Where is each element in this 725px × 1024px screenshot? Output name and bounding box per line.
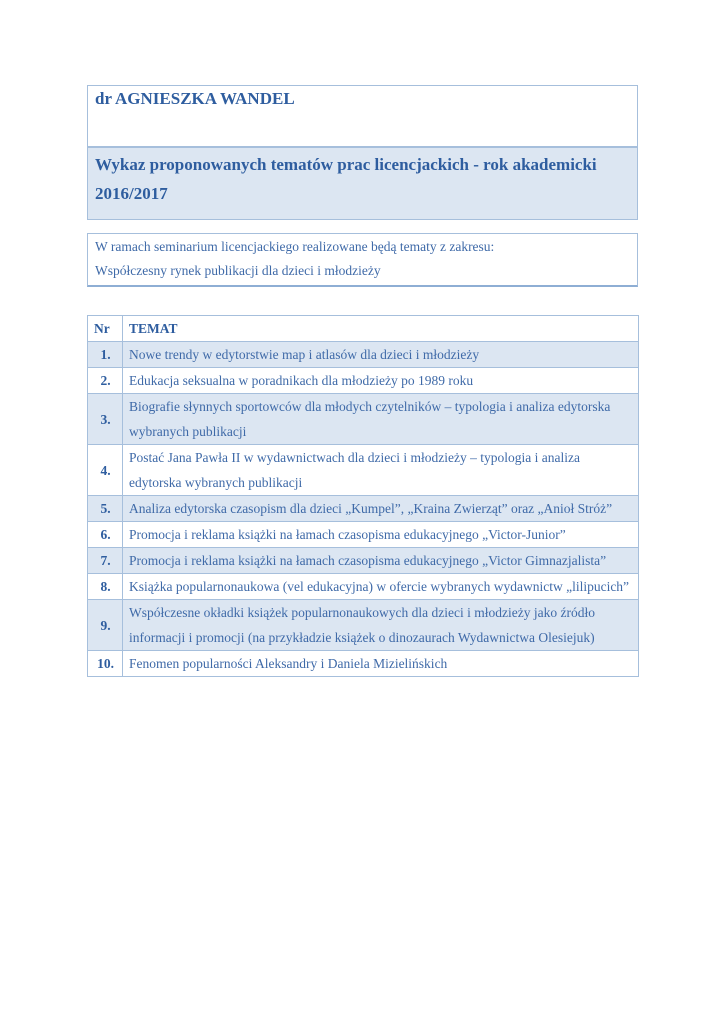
row-topic: Współczesne okładki książek popularnonaukowych dla dzieci i młodzieży jako źródło informacji i promocji (na przykładzie książek o dinozaurach Wydawnictwa Olesiejuk) [123, 600, 639, 651]
row-topic: Książka popularnonaukowa (vel edukacyjna) w ofercie wybranych wydawnictw „lilipucich” [123, 574, 639, 600]
table-row [88, 522, 639, 548]
row-number: 10. [88, 651, 123, 677]
row-topic: Promocja i reklama książki na łamach czasopisma edukacyjnego „Victor Gimnazjalista” [123, 548, 639, 574]
table-row [88, 496, 639, 522]
author-name: dr AGNIESZKA WANDEL [88, 86, 637, 146]
row-number: 4. [88, 445, 123, 496]
intro-line-1: W ramach seminarium licencjackiego realizowane będą tematy z zakresu: [95, 239, 495, 254]
row-topic: Fenomen popularności Aleksandry i Daniela Mizielińskich [123, 651, 639, 677]
table-row [88, 368, 639, 394]
row-topic: Nowe trendy w edytorstwie map i atlasów dla dzieci i młodzieży [123, 342, 639, 368]
row-number: 5. [88, 496, 123, 522]
column-header-topic: TEMAT [123, 316, 639, 342]
row-number: 2. [88, 368, 123, 394]
intro-box [87, 233, 638, 287]
document-title: Wykaz proponowanych tematów prac licencjackich - rok akademicki 2016/2017 [88, 146, 637, 219]
table-row [88, 394, 639, 445]
table-row [88, 651, 639, 677]
row-number: 7. [88, 548, 123, 574]
row-number: 1. [88, 342, 123, 368]
topics-table [87, 315, 639, 677]
column-header-nr: Nr [88, 316, 123, 342]
table-row [88, 574, 639, 600]
header-box [87, 85, 638, 220]
row-topic: Biografie słynnych sportowców dla młodych czytelników – typologia i analiza edytorska wybranych publikacji [123, 394, 639, 445]
table-row [88, 445, 639, 496]
row-topic: Promocja i reklama książki na łamach czasopisma edukacyjnego „Victor-Junior” [123, 522, 639, 548]
row-number: 3. [88, 394, 123, 445]
row-topic: Edukacja seksualna w poradnikach dla młodzieży po 1989 roku [123, 368, 639, 394]
row-number: 9. [88, 600, 123, 651]
table-row [88, 548, 639, 574]
intro-line-2: Współczesny rynek publikacji dla dzieci i młodzieży [95, 263, 381, 278]
table-row [88, 342, 639, 368]
row-topic: Analiza edytorska czasopism dla dzieci „Kumpel”, „Kraina Zwierząt” oraz „Anioł Stróż” [123, 496, 639, 522]
row-number: 6. [88, 522, 123, 548]
row-number: 8. [88, 574, 123, 600]
row-topic: Postać Jana Pawła II w wydawnictwach dla dzieci i młodzieży – typologia i analiza edytorska wybranych publikacji [123, 445, 639, 496]
table-header-row [88, 316, 639, 342]
table-row [88, 600, 639, 651]
